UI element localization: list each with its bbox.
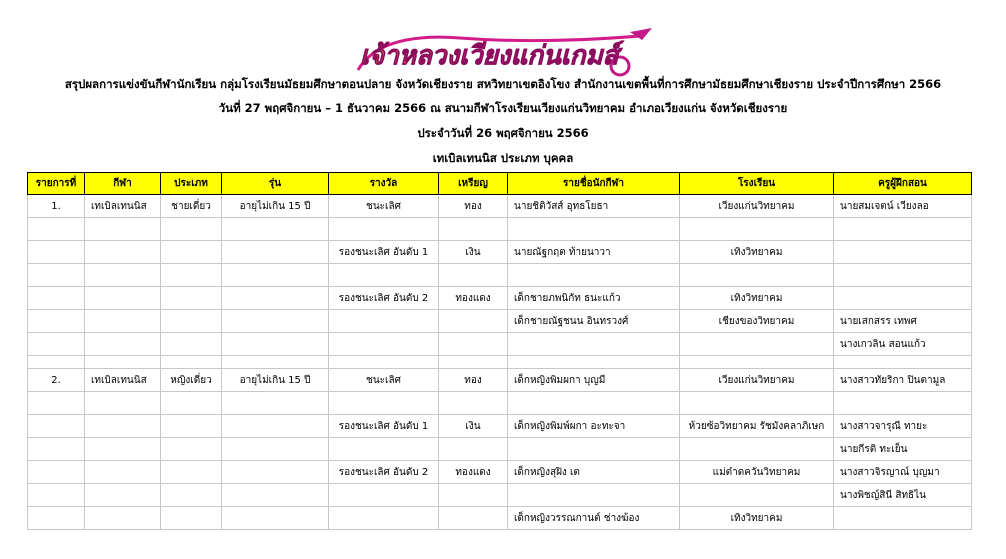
table-row: [28, 507, 972, 530]
cell-school: [680, 484, 834, 507]
cell-award: [329, 392, 439, 415]
table-row: [28, 415, 972, 438]
cell-sport: เทเบิลเทนนิส: [85, 369, 161, 392]
cell-sport: [85, 507, 161, 530]
event-dates: วันที่ 27 พฤศจิกายน – 1 ธันวาคม 2566 ณ สนามกีฬาโรงเรียนเวียงแก่นวิทยาคม อำเภอเวียงแก่น จังหวัดเชียงราย: [218, 101, 788, 115]
cell-award: [329, 264, 439, 287]
cell-athlete-name: [508, 484, 680, 507]
table-row: [28, 392, 972, 415]
cell-type: [161, 356, 222, 369]
table-row: [28, 310, 972, 333]
cell-item-number: 1.: [28, 195, 85, 218]
cell-coach: นายสมเจตน์ เวียงลอ: [834, 195, 972, 218]
cell-school: [680, 218, 834, 241]
cell-type: หญิงเดี่ยว: [161, 369, 222, 392]
col-header-school: โรงเรียน: [680, 173, 834, 195]
cell-sport: [85, 287, 161, 310]
col-header-type: ประเภท: [161, 173, 222, 195]
cell-sport: [85, 218, 161, 241]
cell-school: เทิงวิทยาคม: [680, 287, 834, 310]
cell-coach: นางเกวลิน สอนแก้ว: [834, 333, 972, 356]
cell-sport: [85, 264, 161, 287]
cell-award: ชนะเลิศ: [329, 369, 439, 392]
cell-medal: [439, 333, 508, 356]
cell-coach: [834, 218, 972, 241]
cell-age-group: [222, 310, 329, 333]
cell-school: เวียงแก่นวิทยาคม: [680, 195, 834, 218]
cell-athlete-name: [508, 333, 680, 356]
cell-school: แม่ต๋าดควันวิทยาคม: [680, 461, 834, 484]
cell-coach: นางพิชญ์สินี สิทธิไน: [834, 484, 972, 507]
cell-award: รองชนะเลิศ อันดับ 2: [329, 287, 439, 310]
cell-award: [329, 333, 439, 356]
cell-coach: [834, 507, 972, 530]
sport-category: เทเบิลเทนนิส ประเภท บุคคล: [432, 151, 574, 165]
header-row: [28, 173, 972, 195]
cell-medal: [439, 218, 508, 241]
cell-item-number: [28, 333, 85, 356]
cell-sport: [85, 241, 161, 264]
cell-age-group: [222, 287, 329, 310]
cell-school: [680, 438, 834, 461]
cell-sport: [85, 392, 161, 415]
cell-school: เทิงวิทยาคม: [680, 241, 834, 264]
cell-athlete-name: นายณัฐกฤต ท้ายนาวา: [508, 241, 680, 264]
cell-athlete-name: เด็กหญิงพิมพ์ผกา อะทะจา: [508, 415, 680, 438]
cell-school: เชียงของวิทยาคม: [680, 310, 834, 333]
cell-medal: [439, 392, 508, 415]
cell-medal: ทองแดง: [439, 287, 508, 310]
cell-athlete-name: เด็กหญิงสุฝิง เต: [508, 461, 680, 484]
table-row: [28, 461, 972, 484]
cell-athlete-name: เด็กหญิงพิมผกา บุญมี: [508, 369, 680, 392]
cell-age-group: [222, 356, 329, 369]
cell-type: [161, 287, 222, 310]
cell-item-number: [28, 438, 85, 461]
cell-athlete-name: [508, 438, 680, 461]
col-header-award: รางวัล: [329, 173, 439, 195]
cell-award: [329, 218, 439, 241]
cell-coach: [834, 392, 972, 415]
cell-award: ชนะเลิศ: [329, 195, 439, 218]
cell-item-number: [28, 287, 85, 310]
cell-medal: [439, 484, 508, 507]
cell-age-group: อายุไม่เกิน 15 ปี: [222, 195, 329, 218]
cell-award: รองชนะเลิศ อันดับ 1: [329, 415, 439, 438]
cell-age-group: [222, 438, 329, 461]
cell-award: รองชนะเลิศ อันดับ 2: [329, 461, 439, 484]
cell-school: เวียงแก่นวิทยาคม: [680, 369, 834, 392]
cell-medal: [439, 310, 508, 333]
results-table: [27, 172, 972, 530]
cell-coach: นางสาวจารุณี ทายะ: [834, 415, 972, 438]
cell-age-group: อายุไม่เกิน 15 ปี: [222, 369, 329, 392]
cell-item-number: [28, 218, 85, 241]
cell-item-number: [28, 310, 85, 333]
cell-type: [161, 392, 222, 415]
cell-sport: [85, 461, 161, 484]
cell-item-number: [28, 356, 85, 369]
col-header-age-group: รุ่น: [222, 173, 329, 195]
table-row: [28, 484, 972, 507]
cell-medal: ทอง: [439, 369, 508, 392]
cell-school: ห้วยซ้อวิทยาคม รัชมังคลาภิเษก: [680, 415, 834, 438]
cell-item-number: [28, 264, 85, 287]
report-title: สรุปผลการแข่งขันกีฬานักเรียน กลุ่มโรงเรียนมัธยมศึกษาตอนปลาย จังหวัดเชียงราย สหวิทยาเขตอิงโขง สำนักงานเขตพื้นที่การศึกษามัธยมศึกษาเชียงราย ประจำปีการศึกษา 2566: [64, 77, 942, 91]
cell-sport: [85, 438, 161, 461]
cell-athlete-name: เด็กชายภพนิกัท ธนะแก้ว: [508, 287, 680, 310]
cell-type: [161, 264, 222, 287]
table-row: [28, 195, 972, 218]
cell-item-number: [28, 415, 85, 438]
cell-school: เทิงวิทยาคม: [680, 507, 834, 530]
cell-sport: [85, 484, 161, 507]
cell-award: [329, 310, 439, 333]
cell-sport: [85, 415, 161, 438]
table-row: [28, 287, 972, 310]
cell-sport: [85, 310, 161, 333]
cell-medal: [439, 356, 508, 369]
cell-item-number: [28, 241, 85, 264]
cell-coach: [834, 287, 972, 310]
cell-type: [161, 218, 222, 241]
cell-type: ชายเดี่ยว: [161, 195, 222, 218]
cell-medal: ทองแดง: [439, 461, 508, 484]
cell-award: รองชนะเลิศ อันดับ 1: [329, 241, 439, 264]
cell-athlete-name: นายชิติวัสส์ อุทธโยธา: [508, 195, 680, 218]
cell-coach: [834, 264, 972, 287]
table-row: [28, 218, 972, 241]
cell-medal: ทอง: [439, 195, 508, 218]
cell-coach: นางสาวจิรญาณ์ บุญมา: [834, 461, 972, 484]
cell-item-number: [28, 507, 85, 530]
cell-athlete-name: [508, 264, 680, 287]
report-date: ประจำวันที่ 26 พฤศจิกายน 2566: [417, 126, 589, 140]
cell-coach: นายเสกสรร เทพศ: [834, 310, 972, 333]
cell-age-group: [222, 333, 329, 356]
cell-type: [161, 415, 222, 438]
cell-age-group: [222, 218, 329, 241]
table-row: [28, 264, 972, 287]
table-row: [28, 333, 972, 356]
cell-sport: [85, 333, 161, 356]
cell-age-group: [222, 392, 329, 415]
cell-age-group: [222, 241, 329, 264]
cell-type: [161, 507, 222, 530]
cell-medal: [439, 438, 508, 461]
table-row: [28, 369, 972, 392]
cell-type: [161, 310, 222, 333]
cell-award: [329, 484, 439, 507]
cell-type: [161, 461, 222, 484]
event-logo: [340, 26, 660, 82]
cell-item-number: [28, 484, 85, 507]
cell-award: [329, 507, 439, 530]
cell-medal: เงิน: [439, 241, 508, 264]
cell-athlete-name: [508, 218, 680, 241]
cell-athlete-name: [508, 356, 680, 369]
table-row: [28, 438, 972, 461]
col-header-athlete: รายชื่อนักกีฬา: [508, 173, 680, 195]
col-header-item: รายการที่: [28, 173, 85, 195]
cell-type: [161, 484, 222, 507]
cell-coach: นายกีรติ ทะเย็น: [834, 438, 972, 461]
cell-age-group: [222, 264, 329, 287]
cell-medal: [439, 264, 508, 287]
logo-text: เจ้าหลวงเวียงแก่นเกมส์: [360, 41, 619, 71]
col-header-coach: ครูผู้ฝึกสอน: [834, 173, 972, 195]
cell-school: [680, 333, 834, 356]
cell-athlete-name: เด็กชายณัฐชนน อินทรวงศ์: [508, 310, 680, 333]
col-header-sport: กีฬา: [85, 173, 161, 195]
cell-type: [161, 241, 222, 264]
cell-school: [680, 264, 834, 287]
cell-item-number: [28, 392, 85, 415]
cell-coach: [834, 356, 972, 369]
cell-medal: เงิน: [439, 415, 508, 438]
cell-item-number: 2.: [28, 369, 85, 392]
cell-medal: [439, 507, 508, 530]
cell-athlete-name: เด็กหญิงวรรณกานต์ ช่างฆ้อง: [508, 507, 680, 530]
cell-type: [161, 438, 222, 461]
cell-age-group: [222, 484, 329, 507]
cell-age-group: [222, 461, 329, 484]
cell-sport: เทเบิลเทนนิส: [85, 195, 161, 218]
cell-award: [329, 438, 439, 461]
cell-athlete-name: [508, 392, 680, 415]
cell-award: [329, 356, 439, 369]
cell-item-number: [28, 461, 85, 484]
cell-coach: [834, 241, 972, 264]
cell-sport: [85, 356, 161, 369]
col-header-medal: เหรียญ: [439, 173, 508, 195]
table-row: [28, 356, 972, 369]
table-row: [28, 241, 972, 264]
cell-age-group: [222, 507, 329, 530]
cell-school: [680, 392, 834, 415]
cell-coach: นางสาวทัยริกา ปินตามูล: [834, 369, 972, 392]
cell-type: [161, 333, 222, 356]
cell-age-group: [222, 415, 329, 438]
cell-school: [680, 356, 834, 369]
